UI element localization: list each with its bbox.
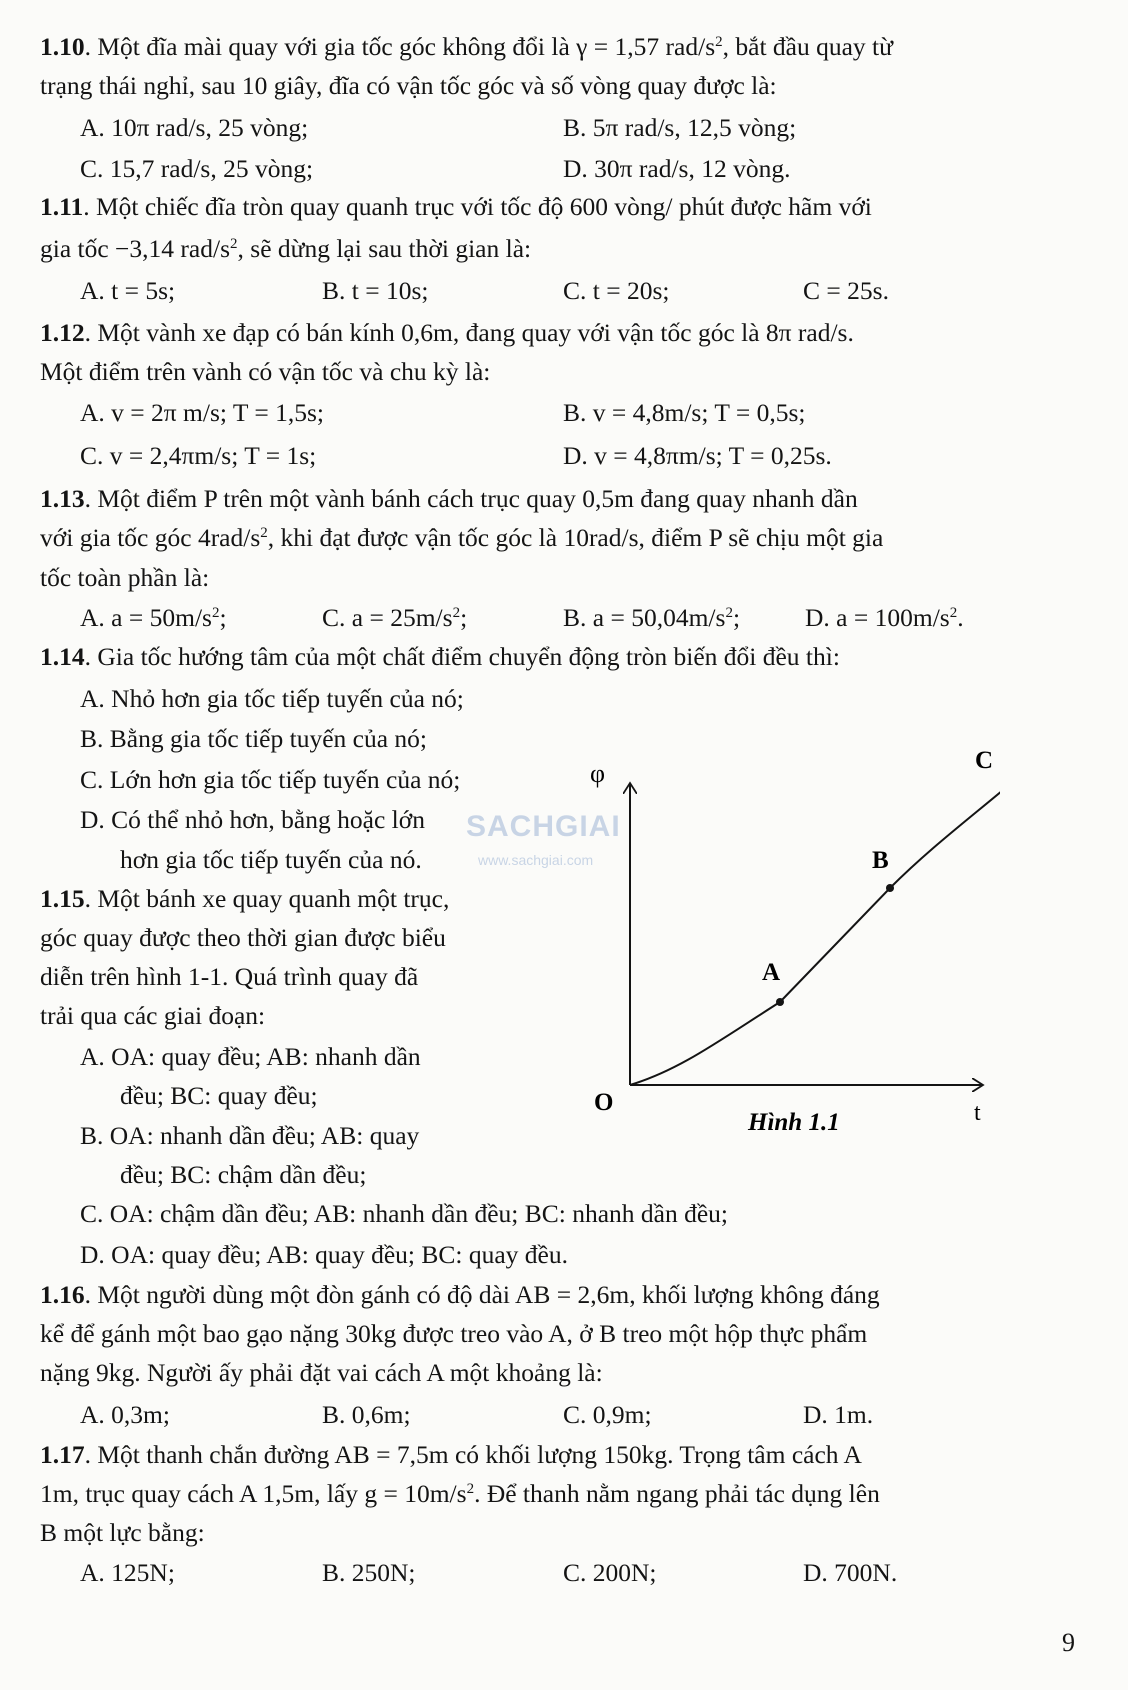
q117-option-a: A. 125N; [80, 1558, 175, 1587]
x-axis-label: t [974, 1100, 981, 1126]
q111-option-d: C = 25s. [803, 276, 889, 305]
figure-phi-vs-t [570, 740, 1000, 1140]
q115-number: 1.15 [40, 884, 85, 913]
q115-line2: góc quay được theo thời gian được biểu [40, 923, 446, 952]
q110-option-c: C. 15,7 rad/s, 25 vòng; [80, 154, 314, 183]
q115-line4: trải qua các giai đoạn: [40, 1001, 266, 1030]
q113-option-d: D. $a = 100m/s^2$. [805, 603, 964, 632]
point-c-label: C [975, 747, 994, 774]
q112-line1: 1.12. Một vành xe đạp có bán kính 0,6m, đang quay với vận tốc góc là 8π rad/s. [40, 318, 854, 347]
q112-option-b: B. v = 4,8m/s; T = 0,5s; [563, 398, 806, 427]
q112-option-d: D. v = 4,8πm/s; T = 0,25s. [563, 441, 832, 470]
q114-option-d-line2: hơn gia tốc tiếp tuyến của nó. [120, 845, 422, 874]
q117-number: 1.17 [40, 1440, 85, 1469]
q110-number: 1.10 [40, 32, 85, 61]
q112-line2: Một điểm trên vành có vận tốc và chu kỳ là: [40, 357, 491, 386]
q116-number: 1.16 [40, 1280, 85, 1309]
q117-line1: 1.17. Một thanh chắn đường AB = 7,5m có khối lượng 150kg. Trọng tâm cách A [40, 1440, 862, 1469]
q115-option-b-line2: đều; BC: chậm dần đều; [120, 1160, 367, 1189]
curve-bc [890, 780, 1000, 888]
q117-line3: B một lực bằng: [40, 1518, 205, 1547]
q117-line2: 1m, trục quay cách A 1,5m, lấy $g = 10m/s^2$. Để thanh nằm ngang phải tác dụng lên [40, 1479, 880, 1508]
page-number: 9 [1062, 1628, 1075, 1657]
q117-option-d: D. 700N. [803, 1558, 898, 1587]
q111-option-b: B. t = 10s; [322, 276, 429, 305]
q115-line1: 1.15. Một bánh xe quay quanh một trục, [40, 884, 450, 913]
q111-option-a: A. t = 5s; [80, 276, 176, 305]
watermark-brand: SACHGIAI [466, 810, 621, 843]
q115-option-d: D. OA: quay đều; AB: quay đều; BC: quay đều. [80, 1240, 568, 1269]
segment-ab [780, 888, 890, 1002]
q115-line3: diễn trên hình 1-1. Quá trình quay đã [40, 962, 419, 991]
q113-option-c: C. $a = 25m/s^2$; [322, 603, 468, 632]
q111-line1: 1.11. Một chiếc đĩa tròn quay quanh trục với tốc độ 600 vòng/ phút được hãm với [40, 192, 872, 221]
q110-line2: trạng thái nghỉ, sau 10 giây, đĩa có vận tốc góc và số vòng quay được là: [40, 71, 777, 100]
q115-option-b-line1: B. OA: nhanh dần đều; AB: quay [80, 1121, 420, 1150]
q113-option-b: B. $a = 50,04m/s^2$; [563, 603, 741, 632]
q117-option-c: C. 200N; [563, 1558, 657, 1587]
q116-option-b: B. 0,6m; [322, 1400, 411, 1429]
q116-option-d: D. 1m. [803, 1400, 874, 1429]
q114-option-d-line1: D. Có thể nhỏ hơn, bằng hoặc lớn [80, 805, 425, 834]
q111-option-c: C. t = 20s; [563, 276, 670, 305]
q115-option-a-line2: đều; BC: quay đều; [120, 1081, 318, 1110]
watermark-url: www.sachgiai.com [478, 852, 594, 868]
curve-oa [630, 1002, 780, 1085]
q112-option-a: A. v = 2π m/s; T = 1,5s; [80, 398, 325, 427]
q111-number: 1.11 [40, 192, 84, 221]
figure-caption: Hình 1.1 [748, 1109, 840, 1136]
q113-line1: 1.13. Một điểm P trên một vành bánh cách trục quay 0,5m đang quay nhanh dần [40, 484, 858, 513]
origin-label: O [594, 1089, 614, 1116]
point-a-label: A [762, 959, 781, 986]
q113-line2: với gia tốc góc $4rad/s^2$, khi đạt được vận tốc góc là 10rad/s, điểm P sẽ chịu một gia [40, 523, 884, 552]
point-b [886, 884, 894, 892]
q116-option-c: C. 0,9m; [563, 1400, 652, 1429]
q116-line3: nặng 9kg. Người ấy phải đặt vai cách A một khoảng là: [40, 1358, 603, 1387]
q114-line1: 1.14. Gia tốc hướng tâm của một chất điểm chuyển động tròn biến đổi đều thì: [40, 642, 840, 671]
q110-option-a: A. 10π rad/s, 25 vòng; [80, 113, 309, 142]
q116-option-a: A. 0,3m; [80, 1400, 170, 1429]
q113-number: 1.13 [40, 484, 85, 513]
q113-option-a: A. $a = 50m/s^2$; [80, 603, 227, 632]
q116-line2: kể để gánh một bao gạo nặng 30kg được treo vào A, ở B treo một hộp thực phẩm [40, 1319, 868, 1348]
q117-option-b: B. 250N; [322, 1558, 416, 1587]
sachgiai-watermark [466, 808, 666, 874]
q114-option-b: B. Bằng gia tốc tiếp tuyến của nó; [80, 724, 428, 753]
q110-option-b: B. 5π rad/s, 12,5 vòng; [563, 113, 797, 142]
y-axis-label: φ [590, 759, 606, 788]
q114-option-c: C. Lớn hơn gia tốc tiếp tuyến của nó; [80, 765, 461, 794]
point-a [776, 998, 784, 1006]
point-b-label: B [872, 847, 889, 874]
q115-option-c: C. OA: chậm dần đều; AB: nhanh dần đều; BC: nhanh dần đều; [80, 1199, 729, 1228]
q112-option-c: C. v = 2,4πm/s; T = 1s; [80, 441, 317, 470]
q114-number: 1.14 [40, 642, 85, 671]
q110-line1: 1.10. Một đĩa mài quay với gia tốc góc không đổi là γ = 1,57 rad/$s^2$, bắt đầu quay từ [40, 32, 893, 61]
q111-line2: gia tốc −3,14 rad/$s^2$, sẽ dừng lại sau thời gian là: [40, 234, 532, 263]
q116-line1: 1.16. Một người dùng một đòn gánh có độ dài AB = 2,6m, khối lượng không đáng [40, 1280, 880, 1309]
q114-option-a: A. Nhỏ hơn gia tốc tiếp tuyến của nó; [80, 684, 464, 713]
q110-option-d: D. 30π rad/s, 12 vòng. [563, 154, 791, 183]
q115-option-a-line1: A. OA: quay đều; AB: nhanh dần [80, 1042, 421, 1071]
q113-line3: tốc toàn phần là: [40, 563, 210, 592]
q112-number: 1.12 [40, 318, 85, 347]
